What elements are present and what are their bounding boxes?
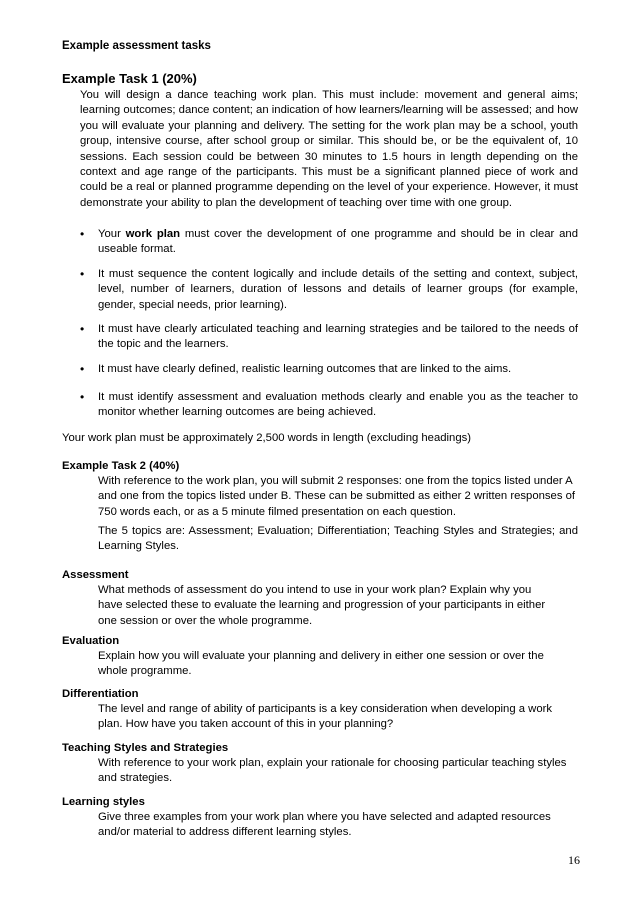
topic-text-assessment: What methods of assessment do you intend to use in your work plan? Explain why you have selected these to evaluate the learning and progression of your participants in either one session or over the whole programme. [98,584,546,627]
section-title: Example assessment tasks [62,40,211,52]
topic-title-evaluation: Evaluation [62,635,120,647]
bullet-marker: • [80,362,85,376]
topic-text-evaluation: Explain how you will evaluate your planning and delivery in either one session or over the whole programme. [98,650,544,678]
bullet-item-1 [98,227,578,258]
task1-intro: You will design a dance teaching work plan. This must include: movement and general aims; learning outcomes; dance content; an indication of how learners/learning will be assessed; and how you will evaluate your planning and delivery. The setting for the work plan may be a school, youth group, intensive course, after school group or similar. This should be, or be the equivalent of, 10 sessions. Each session could be between 30 minutes to 1.5 hours in length depending on the context and age range of the participants. This must be a significant planned piece of work and could be a real or planned programme depending on the level of your experience. However, it must demonstrate your ability to plan the development of teaching over time with one group. [80,89,578,209]
topic-title-differentiation: Differentiation [62,688,139,700]
bullet-marker: • [80,267,85,281]
bullet-1-pre: Your [98,228,126,240]
task2-topics: The 5 topics are: Assessment; Evaluation; Differentiation; Teaching Styles and Strategies; and Learning Styles. [98,525,578,553]
bullet-item-5: It must identify assessment and evaluation methods clearly and enable you as the teacher to monitor whether learning outcomes are being achieved. [98,391,578,419]
task1-title: Example Task 1 (20%) [62,71,197,86]
task2-intro: With reference to the work plan, you will submit 2 responses: one from the topics listed under A and one from the topics listed under B. These can be submitted as either 2 written responses of 750 words each, or as a 5 minute filmed presentation on each question. [98,475,576,518]
bullet-1-bold: work plan [125,228,181,240]
bullet-item-3: It must have clearly articulated teaching and learning strategies and be tailored to the needs of the topic and the learners. [98,323,578,351]
page-number: 16 [568,853,580,867]
bullet-marker: • [80,227,85,241]
topic-title-teaching-styles: Teaching Styles and Strategies [62,742,229,754]
bullet-1-post: must cover the development of one programme and should be in clear and useable format. [98,228,578,256]
task2-title: Example Task 2 (40%) [62,460,180,472]
bullet-marker: • [80,390,85,404]
topic-text-differentiation: The level and range of ability of participants is a key consideration when developing a work plan. How have you taken account of this in your planning? [98,703,553,731]
topic-title-learning-styles: Learning styles [62,796,145,808]
bullet-item-4: It must have clearly defined, realistic learning outcomes that are linked to the aims. [98,363,512,375]
topic-title-assessment: Assessment [62,569,129,581]
bullet-marker: • [80,322,85,336]
bullet-item-2: It must sequence the content logically and include details of the setting and context, subject, level, number of learners, duration of lessons and details of learner groups (for example, gender, special needs, prior learning). [98,268,578,311]
topic-text-learning-styles: Give three examples from your work plan where you have selected and adapted resources and/or material to address different learning styles. [98,811,551,839]
wordcount-note: Your work plan must be approximately 2,500 words in length (excluding headings) [62,432,472,444]
topic-text-teaching-styles: With reference to your work plan, explain your rationale for choosing particular teaching styles and strategies. [98,757,567,785]
